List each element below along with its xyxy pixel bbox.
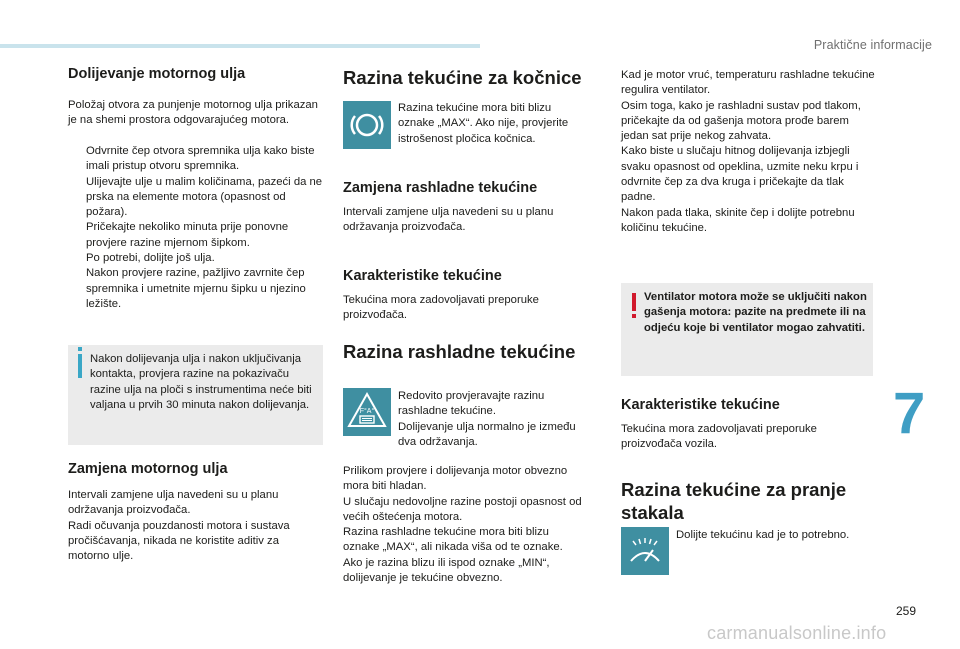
warning-box [621, 283, 873, 376]
fluid-spec-text: Tekućina mora zadovoljavati preporuke proizvođača. [343, 294, 539, 322]
heading-oil-change: Zamjena motornog ulja [68, 461, 228, 477]
fluid-spec-2-text: Tekućina mora zadovoljavati preporuke proizvođača vozila. [621, 423, 817, 451]
heading-washer-fluid: Razina tekućine za pranje stakala [621, 479, 847, 523]
svg-text:F°A°: F°A° [359, 408, 375, 415]
washer-fluid-icon [621, 527, 669, 575]
list-item: Po potrebi, dolijte još ulja. [86, 252, 215, 265]
coolant-check-text: Prilikom provjere i dolijevanja motor obvezno mora biti hladan. U slučaju nedovoljne razine postoji opasnost od većih oštećenja motora. Razina rashladne tekućine mora biti blizu oznake „MAX“, ali nikada viša od te oznake. Ako je razina blizu ili ispod oznake „MIN“, dolijevanje je tekućine obvezno. [343, 465, 582, 585]
warning-text: Ventilator motora može se uključiti nakon gašenja motora: pazite na predmete ili na odjeću koje bi ventilator mogao zahvatiti. [644, 291, 867, 334]
heading-fluid-spec-2: Karakteristike tekućine [621, 397, 780, 413]
warning-icon [632, 293, 636, 311]
page-number: 259 [896, 604, 917, 618]
info-note-text: Nakon dolijevanja ulja i nakon uključivanja kontakta, provjera razine na pokazivaču razine ulja na ploči s instrumentima neće biti valjana u prvih 30 minuta nakon dolijevanja. [90, 353, 312, 411]
list-item: Pričekajte nekoliko minuta prije ponovne provjere razine mjernom šipkom. [86, 221, 289, 249]
heading-coolant-change: Zamjena rashladne tekućine [343, 180, 538, 196]
coolant-temperature-icon [343, 388, 391, 436]
coolant-change-text: Intervali zamjene ulja navedeni su u planu održavanja proizvođača. [343, 206, 554, 234]
brake-warning-icon [343, 101, 391, 149]
heading-fluid-spec: Karakteristike tekućine [343, 268, 502, 284]
info-note-box [68, 345, 323, 445]
washer-fluid-text: Dolijte tekućinu kad je to potrebno. [676, 529, 850, 541]
header-rule [0, 44, 480, 48]
watermark: carmanualsonline.info [707, 623, 887, 643]
brake-fluid-text: Razina tekućine mora biti blizu oznake „MAX“. Ako nije, provjerite istrošenost pločica kočnica. [398, 102, 569, 145]
heading-oil-topup: Dolijevanje motornog ulja [68, 66, 246, 82]
heading-brake-fluid: Razina tekućine za kočnice [343, 67, 582, 88]
section-header: Praktične informacije [813, 38, 932, 52]
oil-change-text: Intervali zamjene ulja navedeni su u planu održavanja proizvođača. Radi očuvanja pouzdanosti motora i sustava pročišćavanja, nikada ne koristite aditiv za motorno ulje. [68, 489, 290, 563]
chapter-number: 7 [893, 381, 926, 446]
info-icon [78, 347, 82, 351]
hot-engine-text: Kad je motor vruć, temperaturu rashladne tekućine regulira ventilator. Osim toga, kako je rashladni sustav pod tlakom, pričekajte da od gašenja motora prođe barem jedan sat prije nekog zahvata. Kako biste u slučaju hitnog dolijevanja izbjegli svaku opasnost od opeklina, uzmite neku krpu i odvrnite čep za dva kruga i pričekajte da tlak padne. Nakon pada tlaka, skinite čep i dolijte potrebnu količinu tekućine. [621, 69, 875, 234]
list-item: Odvrnite čep otvora spremnika ulja kako biste imali pristup otvoru spremnika. [86, 145, 315, 173]
heading-coolant-level: Razina rashladne tekućine [343, 341, 576, 362]
list-item: Nakon provjere razine, pažljivo zavrnite čep spremnika i umetnite mjernu šipku u njezino ležište. [86, 267, 306, 310]
oil-topup-steps [68, 144, 324, 312]
oil-topup-intro: Položaj otvora za punjenje motornog ulja prikazan je na shemi prostora odgovarajućeg motora. [68, 99, 318, 127]
coolant-level-text: Redovito provjeravajte razinu rashladne tekućine. Dolijevanje ulja normalno je između dva održavanja. [398, 390, 576, 448]
list-item: Ulijevajte ulje u malim količinama, pazeći da ne prska na elemente motora (opasnost od požara). [86, 175, 323, 219]
